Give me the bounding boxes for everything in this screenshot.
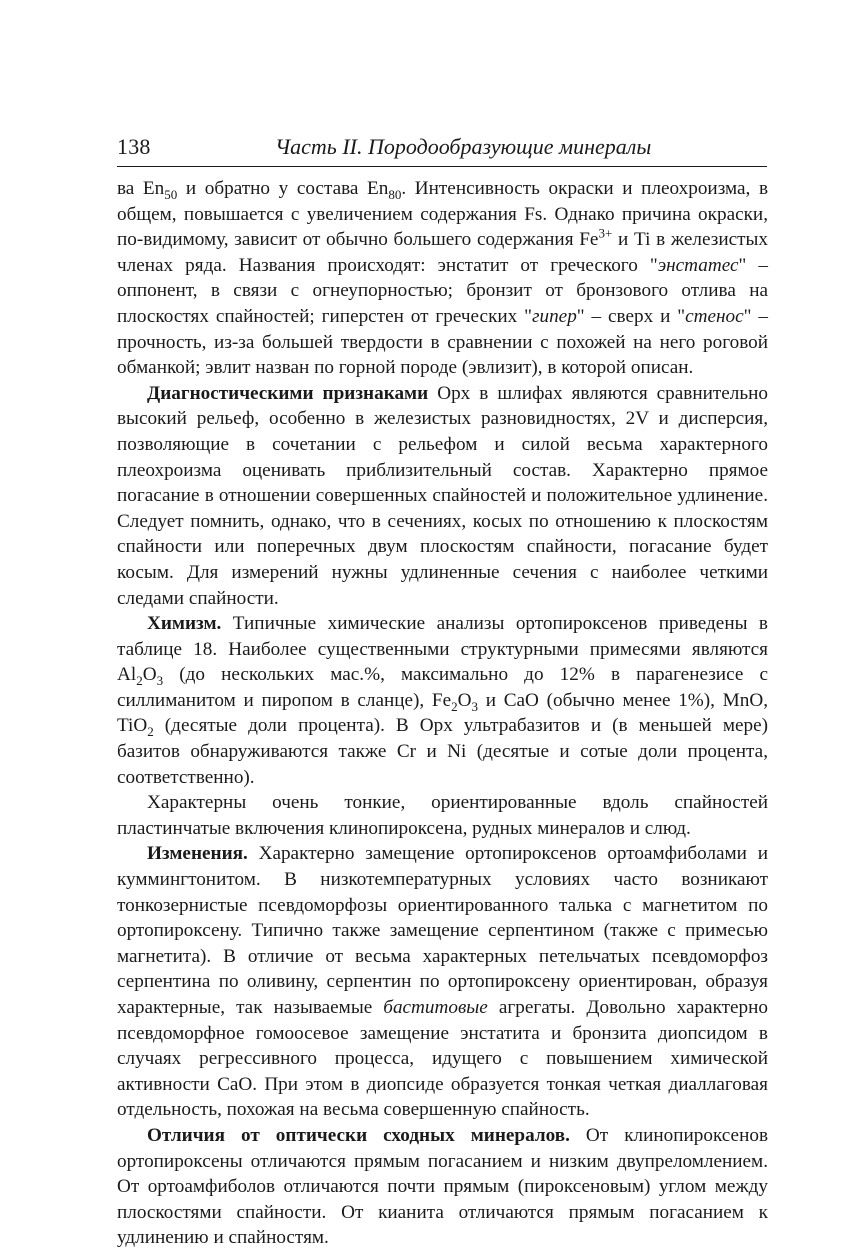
page-header <box>117 128 767 167</box>
paragraph-chemistry: Химизм. Типичные химические анализы ортопироксенов приведены в таблице 18. Наиболее существенными структурными примесями являются $Al_2O_3$ (до нескольких мас.%, максимально до 12% в парагенезисе с силлиманитом и пиропом в сланце), $Fe_2O_3$ и CaO (обычно менее 1%), MnO, TiO$_2$ (десятые доли процента). В Opx ультрабазитов и (в меньшей мере) базитов обнаруживаются также Cr и Ni (десятые и сотые доли процента, соответственно). <box>117 613 768 788</box>
running-title: Часть II. Породообразующие минералы <box>275 134 652 159</box>
section-lead-diagnostics: Диагностическими признаками <box>147 382 429 404</box>
section-lead-chemistry: Химизм. <box>147 613 222 635</box>
paragraph-alteration: Изменения. Характерно замещение ортопироксенов ортоамфиболами и куммингтонитом. В низкотемпературных условиях часто возникают тонкозернистые псевдоморфозы ориентированного талька с магнетитом по ортопироксену. Типично также замещение серпентином (также с примесью магнетита). В отличие от весьма характерных петельчатых псевдоморфоз серпентина по оливину, серпентин по ортопироксену ориентирован, образуя характерные, так называемые баститовые агрегаты. Довольно характерно псевдоморфное гомоосевое замещение энстатита и бронзита диопсидом в случаях регрессивного процесса, идущего с повышением химической активности CaO. При этом в диопсиде образуется тонкая четкая диаллаговая отдельность, похожая на весьма совершенную спайность. <box>117 843 768 1121</box>
paragraph-color-and-names: ва $En_{50}$ и обратно у состава $En_{80}$. Интенсивность окраски и плеохроизма, в общем, повышается с увеличением содержания Fs. Однако причина окраски, по-видимому, зависит от обычно большего содержания $Fe^{3+}$ и Ti в железистых членах ряда. Названия происходят: энстатит от греческого "энстатес" – оппонент, в связи с огнеупорностью; бронзит от бронзового отлива на плоскостях спайностей; гиперстен от греческих "гипер" – сверх и "стенос" – прочность, из-за большей твердости в сравнении с похожей на него роговой обманкой; эвлит назван по горной породе (эвлизит), в которой описан. <box>117 178 769 379</box>
page-number: 138 <box>117 134 151 159</box>
body-text <box>117 176 768 1251</box>
paragraph-distinguishing: Отличия от оптически сходных минералов. От клинопироксенов ортопироксены отличаются прямым погасанием и низким двупреломлением. От ортоамфиболов отличаются почти прямым (пироксеновым) углом между плоскостями спайности. От кианита отличаются прямым погасанием к удлинению и спайностям. <box>117 1124 769 1249</box>
section-lead-distinguishing: Отличия от оптически сходных минералов. <box>147 1124 570 1146</box>
paragraph-diagnostics: Диагностическими признаками Opx в шлифах являются сравнительно высокий рельеф, особенно в железистых разновидностях, 2V и дисперсия, позволяющие в сочетании с рельефом и силой весьма характерного плеохроизма оценивать приблизительный состав. Характерно прямое погасание в отношении совершенных спайностей и положительное удлинение. Следует помнить, однако, что в сечениях, косых по отношению к плоскостям спайности или поперечных двум плоскостям спайности, погасание будет косым. Для измерений нужны удлиненные сечения с наиболее четкими следами спайности. <box>117 382 768 609</box>
paragraph-inclusions: Характерны очень тонкие, ориентированные вдоль спайностей пластинчатые включения клинопироксена, рудных минералов и слюд. <box>117 792 768 839</box>
section-lead-alteration: Изменения. <box>147 843 248 865</box>
